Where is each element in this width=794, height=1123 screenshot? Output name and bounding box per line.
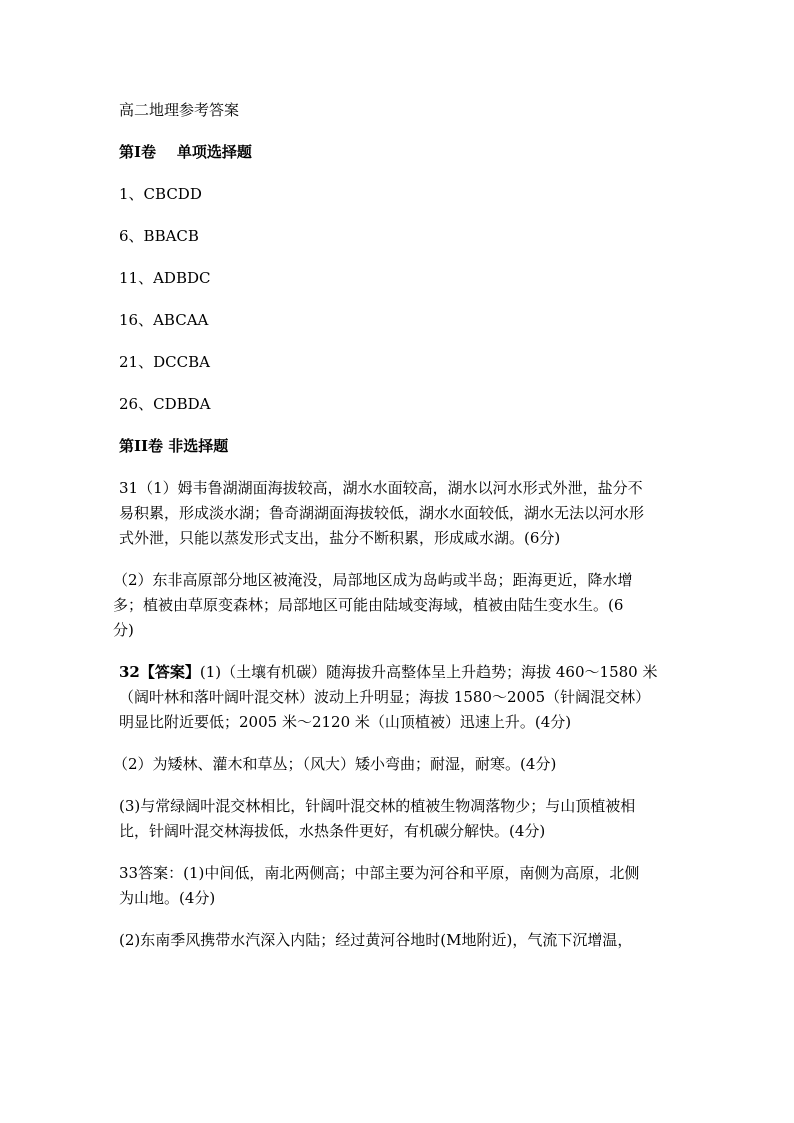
mc-answer-row-5: 21、DCCBA [119,353,210,371]
q33-part1-line-2: 为山地。(4分) [119,889,216,907]
q32-answer-label: 32【答案】 [119,663,200,681]
q31-part2-line-2: 多；植被由草原变森林；局部地区可能由陆域变海域，植被由陆生变水生。(6 [113,596,624,614]
mc-answer-row-1: 1、CBCDD [119,185,202,203]
q32-part1-line-2: （阔叶林和落叶阔叶混交林）波动上升明显；海拔 1580～2005（针阔混交林） [119,688,651,706]
q33-part1-answer [119,861,679,911]
q32-part3-answer [119,794,679,844]
q31-part2-line-3: 分) [113,621,134,639]
q32-part2-answer: （2）为矮林、灌木和草丛；（风大）矮小弯曲；耐湿，耐寒。(4分) [113,755,557,773]
section-2-heading: 第II卷 非选择题 [119,437,229,455]
q32-part1-line-1 [119,660,679,685]
q33-part2-line-1: (2)东南季风携带水汽深入内陆；经过黄河谷地时(M地附近)，气流下沉增温， [119,931,633,949]
document-body [113,98,679,970]
q33-part1-line-1: 33答案：(1)中间低，南北两侧高；中部主要为河谷和平原，南侧为高原，北侧 [119,864,640,882]
q32-part1-line-1-text: (1)（土壤有机碳）随海拔升高整体呈上升趋势；海拔 460～1580 米 [199,663,658,681]
mc-answer-row-3: 11、ADBDC [119,269,211,287]
q31-part1-answer [119,476,679,551]
q32-part3-line-1: (3)与常绿阔叶混交林相比，针阔叶混交林的植被生物凋落物少；与山顶植被相 [119,797,636,815]
q31-part2-line-1: （2）东非高原部分地区被淹没，局部地区成为岛屿或半岛；距海更近，降水增 [113,571,633,589]
mc-answer-row-4: 16、ABCAA [119,311,209,329]
mc-answer-row-6: 26、CDBDA [119,395,211,413]
section-1-heading: 第Ⅰ卷 单项选择题 [119,143,252,161]
q32-part1-line-3: 明显比附近要低；2005 米～2120 米（山顶植被）迅速上升。(4分) [119,713,572,731]
q31-part1-line-3: 式外泄，只能以蒸发形式支出，盐分不断积累，形成咸水湖。(6分) [119,529,561,547]
q31-part1-line-2: 易积累，形成淡水湖；鲁奇湖湖面海拔较低，湖水水面较低，湖水无法以河水形 [119,504,645,522]
q31-part2-answer [113,568,679,643]
q32-part1-answer [119,660,679,735]
document-title: 高二地理参考答案 [119,101,240,119]
mc-answer-row-2: 6、BBACB [119,227,199,245]
q31-part1-line-1: 31（1）姆韦鲁湖湖面海拔较高，湖水水面较高，湖水以河水形式外泄，盐分不 [119,479,643,497]
q33-part2-answer [119,928,679,953]
q32-part3-line-2: 比，针阔叶混交林海拔低，水热条件更好，有机碳分解快。(4分) [119,822,546,840]
